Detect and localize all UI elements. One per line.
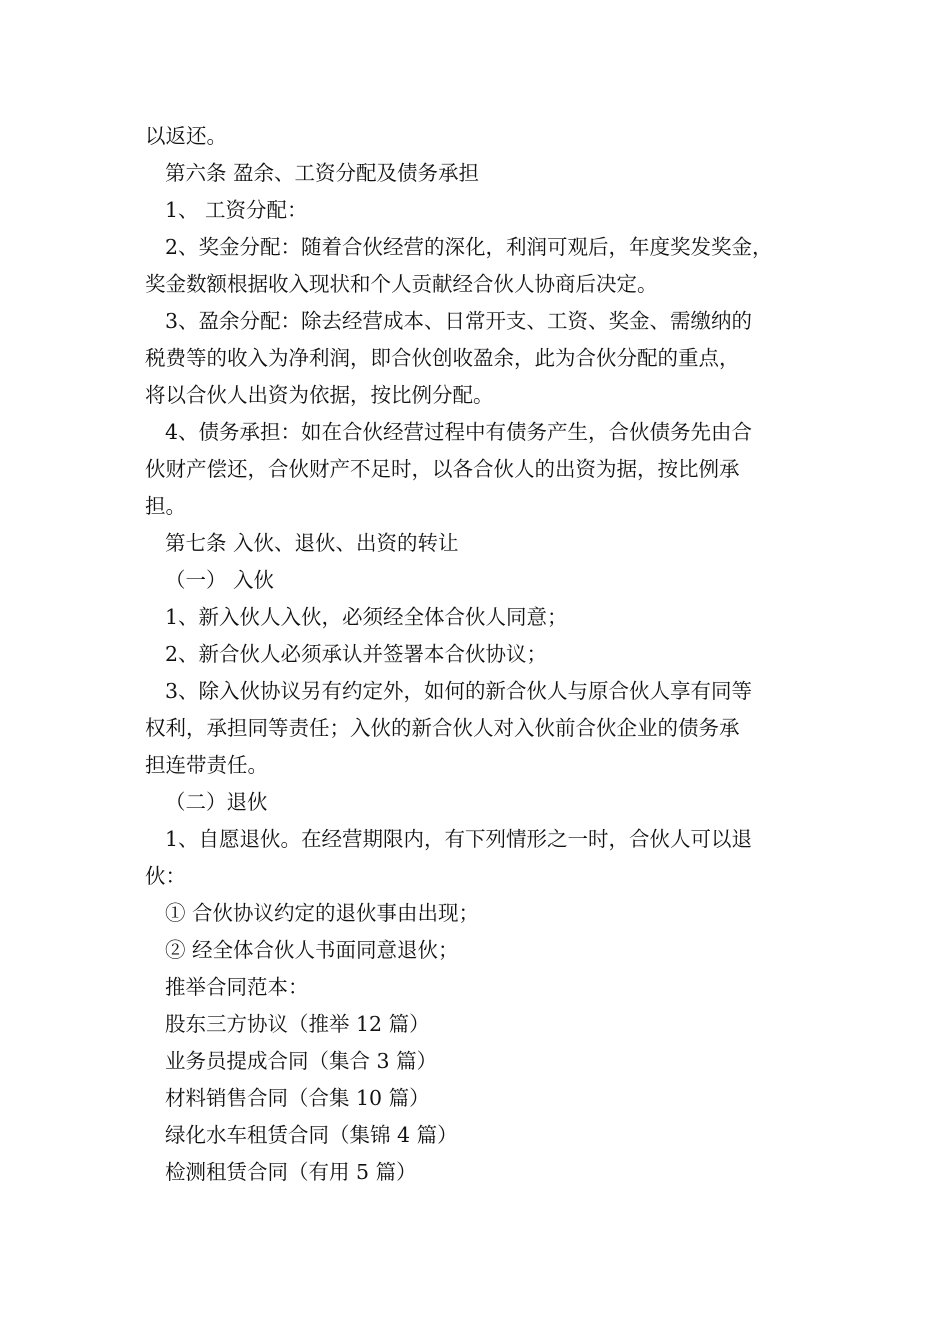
- text-line: 担连带责任。: [145, 753, 268, 777]
- text-line: 将以合伙人出资为依据，按比例分配。: [145, 383, 494, 407]
- text-line: 3、除入伙协议另有约定外，如何的新合伙人与原合伙人享有同等: [165, 679, 753, 703]
- text-line: 税费等的收入为净利润，即合伙创收盈余，此为合伙分配的重点，: [145, 346, 740, 370]
- text-line: 伙财产偿还，合伙财产不足时，以各合伙人的出资为据，按比例承: [145, 457, 740, 481]
- text-line: 1、 工资分配：: [165, 198, 308, 222]
- text-line: 2、新合伙人必须承认并签署本合伙协议；: [165, 642, 548, 666]
- text-line: （一） 入伙: [165, 568, 275, 592]
- text-line: 伙：: [145, 864, 186, 888]
- text-line: 第六条 盈余、工资分配及债务承担: [165, 161, 480, 185]
- text-line: 1、新入伙人入伙，必须经全体合伙人同意；: [165, 605, 568, 629]
- text-line: 奖金数额根据收入现状和个人贡献经合伙人协商后决定。: [145, 272, 658, 296]
- text-line: 第七条 入伙、退伙、出资的转让: [165, 531, 459, 555]
- text-line: ② 经全体合伙人书面同意退伙；: [165, 938, 459, 962]
- text-line: 1、自愿退伙。在经营期限内，有下列情形之一时，合伙人可以退: [165, 827, 753, 851]
- text-line: 业务员提成合同（集合 3 篇）: [165, 1049, 438, 1073]
- text-line: 4、债务承担：如在合伙经营过程中有债务产生，合伙债务先由合: [165, 420, 753, 444]
- text-line: 绿化水车租赁合同（集锦 4 篇）: [165, 1123, 458, 1147]
- text-line: 推举合同范本：: [165, 975, 309, 999]
- text-line: 2、奖金分配：随着合伙经营的深化，利润可观后，年度奖发奖金，: [165, 235, 773, 259]
- document-body: [145, 118, 813, 1191]
- text-line: 担。: [145, 494, 186, 518]
- text-line: 检测租赁合同（有用 5 篇）: [165, 1160, 417, 1184]
- text-line: 以返还。: [145, 124, 227, 148]
- text-line: 材料销售合同（合集 10 篇）: [165, 1086, 430, 1110]
- text-line: （二）退伙: [165, 790, 268, 814]
- text-line: 股东三方协议（推举 12 篇）: [165, 1012, 430, 1036]
- text-line: ① 合伙协议约定的退伙事由出现；: [165, 901, 480, 925]
- text-line: 3、盈余分配：除去经营成本、日常开支、工资、奖金、需缴纳的: [165, 309, 753, 333]
- text-line: 权利，承担同等责任；入伙的新合伙人对入伙前合伙企业的债务承: [145, 716, 740, 740]
